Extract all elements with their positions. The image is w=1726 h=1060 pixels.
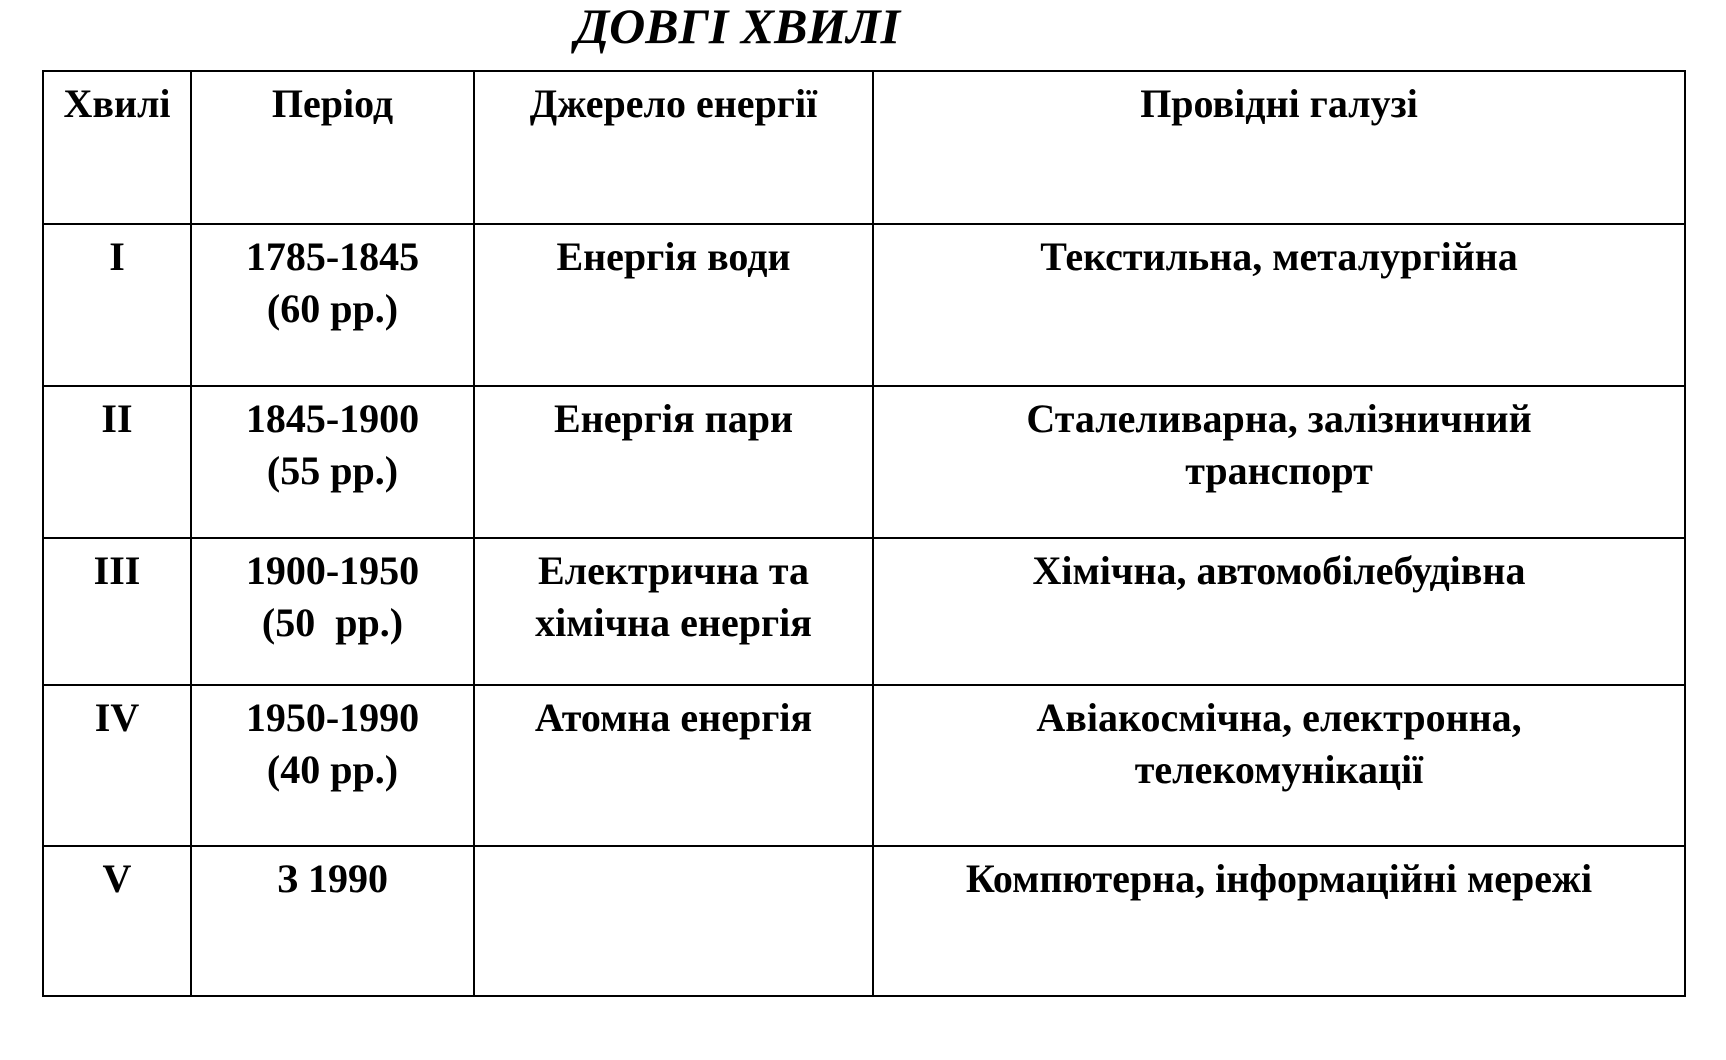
wave-cell: I (43, 224, 191, 386)
industries-cell (873, 685, 1685, 846)
period-years: З 1990 (276, 856, 389, 901)
period-cell (191, 224, 474, 386)
industries-cell (873, 224, 1685, 386)
period-duration: (55 рр.) (266, 448, 399, 493)
page-title: ДОВГІ ХВИЛІ (575, 0, 901, 54)
period-cell (191, 386, 474, 538)
long-waves-table (42, 70, 1686, 997)
wave-cell: II (43, 386, 191, 538)
wave-cell: III (43, 538, 191, 685)
industries-line: Компютерна, інформаційні мережі (965, 856, 1593, 901)
energy-cell (474, 386, 873, 538)
industries-line: телекомунікації (1134, 747, 1424, 792)
industries-line: Сталеливарна, залізничний (1026, 396, 1532, 441)
industries-cell (873, 538, 1685, 685)
period-duration: (50 рр.) (261, 600, 404, 645)
period-years: 1845-1900 (245, 396, 420, 441)
period-years: 1900-1950 (245, 548, 420, 593)
period-years: 1785-1845 (245, 234, 420, 279)
industries-cell (873, 386, 1685, 538)
header-period: Період (191, 71, 474, 224)
industries-line: транспорт (1185, 448, 1373, 493)
header-waves: Хвилі (43, 71, 191, 224)
industries-line: Текстильна, металургійна (1040, 234, 1518, 279)
energy-line: Енергія води (556, 234, 791, 279)
period-cell (191, 685, 474, 846)
header-leading-industries: Провідні галузі (873, 71, 1685, 224)
energy-cell (474, 846, 873, 996)
table-header-row (43, 71, 1685, 224)
table-row (43, 386, 1685, 538)
industries-line: Авіакосмічна, електронна, (1036, 695, 1522, 740)
period-duration: (40 рр.) (266, 747, 399, 792)
table-row (43, 538, 1685, 685)
energy-cell (474, 224, 873, 386)
wave-cell: V (43, 846, 191, 996)
energy-cell (474, 685, 873, 846)
energy-line: Атомна енергія (534, 695, 813, 740)
period-duration: (60 рр.) (266, 286, 399, 331)
industries-cell (873, 846, 1685, 996)
table-row (43, 685, 1685, 846)
period-years: 1950-1990 (245, 695, 420, 740)
wave-cell: IV (43, 685, 191, 846)
energy-line: Енергія пари (554, 396, 793, 441)
period-cell (191, 846, 474, 996)
table-row (43, 224, 1685, 386)
energy-line: хімічна енергія (535, 600, 812, 645)
energy-line: Електрична та (537, 548, 810, 593)
period-cell (191, 538, 474, 685)
header-energy-source: Джерело енергії (474, 71, 873, 224)
energy-cell (474, 538, 873, 685)
industries-line: Хімічна, автомобілебудівна (1032, 548, 1526, 593)
table-row (43, 846, 1685, 996)
